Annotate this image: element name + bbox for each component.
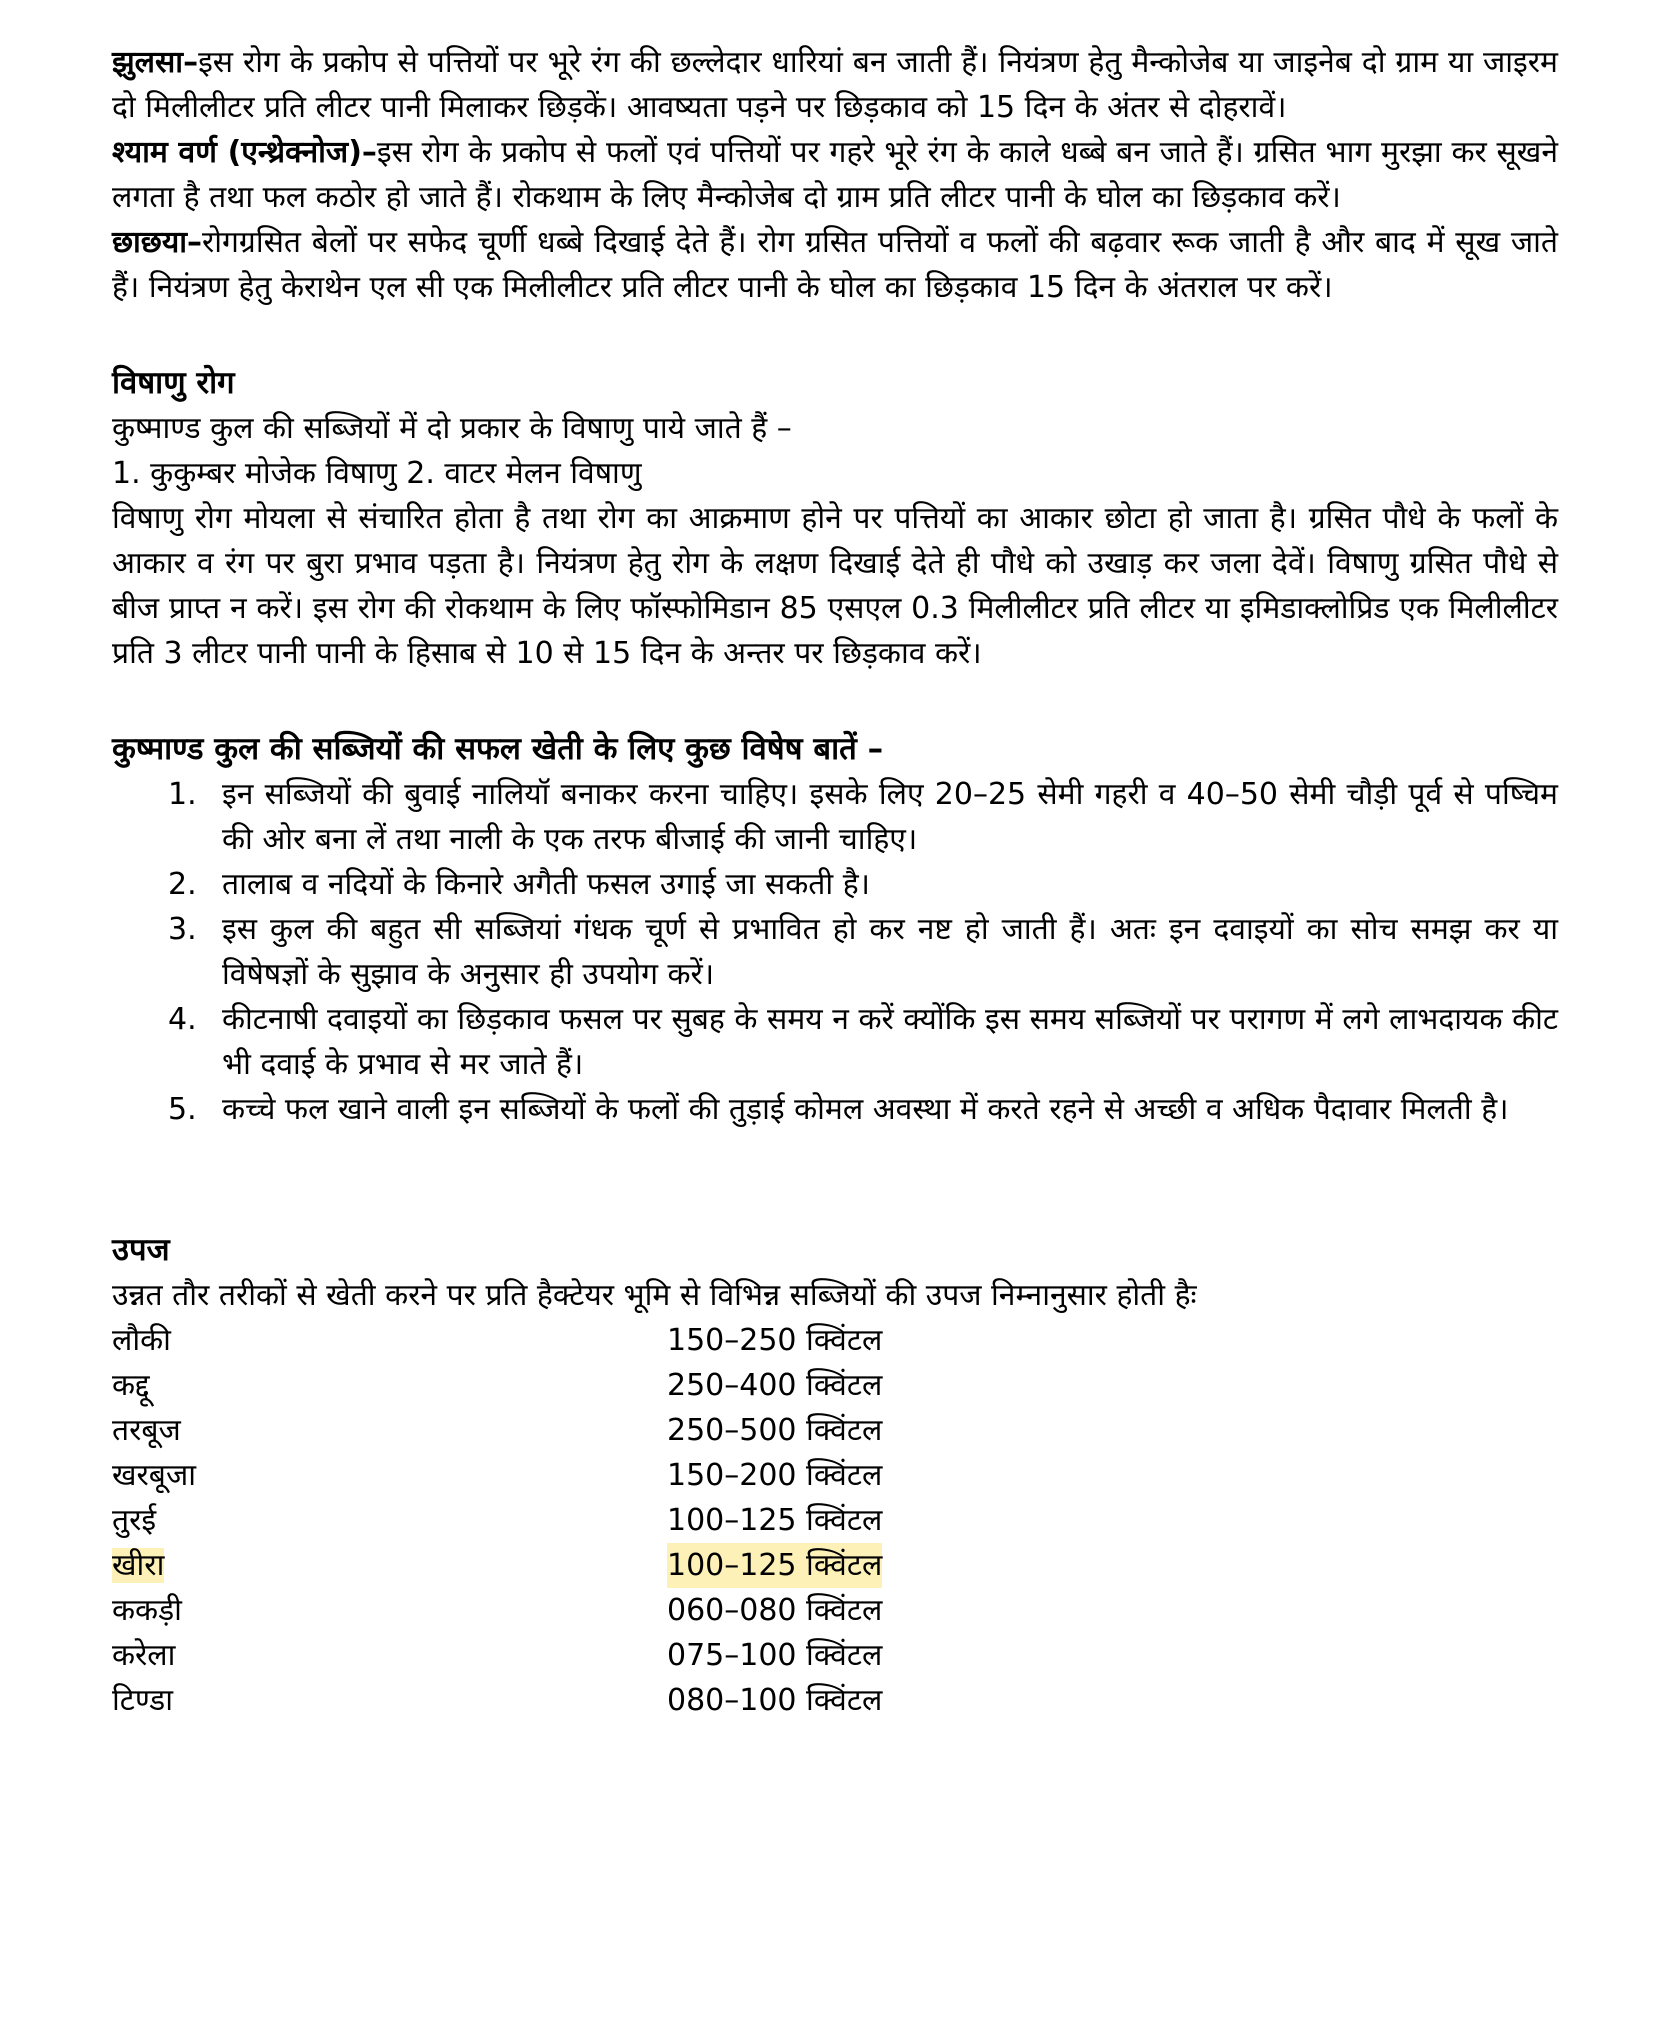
list-item-text: इन सब्जियों की बुवाई नालियॉ बनाकर करना चाहिए। इसके लिए 20–25 सेमी गहरी व 40–50 सेमी चौड़ी पूर्व से पष्चिम की ओर बना लें तथा नाली के एक तरफ बीजाई की जानी चाहिए। [222, 777, 1558, 857]
table-row [112, 1633, 1558, 1678]
list-item [112, 862, 1558, 907]
virus-types: 1. कुकुम्बर मोजेक विषाणु 2. वाटर मेलन विषाणु [112, 456, 642, 491]
crop-yield: 250–500 क्विंटल [667, 1413, 883, 1448]
crop-name: लौकी [112, 1323, 171, 1358]
list-item-number: 2. [168, 867, 197, 902]
crop-yield: 060–080 क्विंटल [667, 1593, 883, 1628]
list-item [112, 772, 1558, 862]
crop-name: कद्दू [112, 1368, 150, 1403]
table-row [112, 1453, 1558, 1498]
disease-chhachhya [112, 220, 1558, 310]
crop-yield-highlighted: 100–125 क्विंटल [667, 1543, 882, 1588]
crop-name: टिण्डा [112, 1683, 173, 1718]
section-spacer [112, 676, 1558, 726]
table-row [112, 1408, 1558, 1453]
table-row [112, 1318, 1558, 1363]
disease-anthracnose [112, 130, 1558, 220]
tips-heading: कुष्माण्ड कुल की सब्जियों की सफल खेती के लिए कुछ विषेष बातें – [112, 731, 884, 767]
crop-name: तरबूज [112, 1413, 181, 1448]
yield-intro: उन्नत तौर तरीकों से खेती करने पर प्रति हैक्टेयर भूमि से विभिन्न सब्जियों की उपज निम्नानुसार होती हैः [112, 1278, 1197, 1313]
crop-name: तुरई [112, 1503, 157, 1538]
crop-yield: 150–250 क्विंटल [667, 1323, 883, 1358]
disease-text: रोगग्रसित बेलों पर सफेद चूर्णी धब्बे दिखाई देते हैं। रोग ग्रसित पत्तियों व फलों की बढ़वार रूक जाती है और बाद में सूख जाते हैं। नियंत्रण हेतु केराथेन एल सी एक मिलीलीटर प्रति लीटर पानी के घोल का छिड़काव 15 दिन के अंतराल पर करें। [112, 225, 1558, 305]
disease-term: झुलसा– [112, 45, 199, 80]
crop-yield: 075–100 क्विंटल [667, 1638, 883, 1673]
disease-text: इस रोग के प्रकोप से फलों एवं पत्तियों पर गहरे भूरे रंग के काले धब्बे बन जाते हैं। ग्रसित भाग मुरझा कर सूखने लगता है तथा फल कठोर हो जाते हैं। रोकथाम के लिए मैन्कोजेब दो ग्राम प्रति लीटर पानी के घोल का छिड़काव करें। [112, 135, 1558, 215]
crop-name: करेला [112, 1638, 176, 1673]
crop-yield: 080–100 क्विंटल [667, 1683, 883, 1718]
yield-table [112, 1318, 1558, 1723]
virus-text: विषाणु रोग मोयला से संचारित होता है तथा रोग का आक्रमाण होने पर पत्तियों का आकार छोटा हो जाता है। ग्रसित पौधे के फलों के आकार व रंग पर बुरा प्रभाव पड़ता है। नियंत्रण हेतु रोग के लक्षण दिखाई देते ही पौधे को उखाड़ कर जला देवें। विषाणु ग्रसित पौधे से बीज प्राप्त न करें। इस रोग की रोकथाम के लिए फॉस्फोमिडान 85 एसएल 0.3 मिलीलीटर प्रति लीटर या इमिडाक्लोप्रिड एक मिलीलीटर प्रति 3 लीटर पानी पानी के हिसाब से 10 से 15 दिन के अन्तर पर छिड़काव करें। [112, 501, 1558, 671]
list-item-text: इस कुल की बहुत सी सब्जियां गंधक चूर्ण से प्रभावित हो कर नष्ट हो जाती हैं। अतः इन दवाइयों का सोच समझ कर या विषेषज्ञों के सुझाव के अनुसार ही उपयोग करें। [222, 912, 1558, 992]
document-page [112, 40, 1558, 1723]
disease-text: इस रोग के प्रकोप से पत्तियों पर भूरे रंग की छल्लेदार धारियां बन जाती हैं। नियंत्रण हेतु मैन्कोजेब या जाइनेब दो ग्राम या जाइरम दो मिलीलीटर प्रति लीटर पानी मिलाकर छिड़कें। आवष्यता पड़ने पर छिड़काव को 15 दिन के अंतर से दोहरावें। [112, 45, 1558, 125]
crop-yield: 150–200 क्विंटल [667, 1458, 883, 1493]
tips-list [112, 772, 1558, 1132]
virus-intro: कुष्माण्ड कुल की सब्जियों में दो प्रकार के विषाणु पाये जाते हैं – [112, 411, 792, 446]
list-item-number: 1. [168, 777, 197, 812]
section-spacer [112, 1132, 1558, 1227]
list-item-number: 3. [168, 912, 197, 947]
disease-jhulsa [112, 40, 1558, 130]
disease-term: छाछया– [112, 225, 202, 260]
crop-name [112, 1543, 667, 1588]
crop-yield: 100–125 क्विंटल [667, 1503, 883, 1538]
list-item-text: कच्चे फल खाने वाली इन सब्जियों के फलों की तुड़ाई कोमल अवस्था में करते रहने से अच्छी व अधिक पैदावार मिलती है। [222, 1092, 1509, 1127]
section-spacer [112, 310, 1558, 360]
yield-heading: उपज [112, 1232, 170, 1268]
list-item [112, 1087, 1558, 1132]
crop-name: खरबूजा [112, 1458, 196, 1493]
table-row-highlighted [112, 1543, 1558, 1588]
list-item [112, 997, 1558, 1087]
list-item-text: कीटनाषी दवाइयों का छिड़काव फसल पर सुबह के समय न करें क्योंकि इस समय सब्जियों पर परागण में लगे लाभदायक कीट भी दवाई के प्रभाव से मर जाते हैं। [222, 1002, 1558, 1082]
crop-name: ककड़ी [112, 1593, 182, 1628]
table-row [112, 1588, 1558, 1633]
list-item-text: तालाब व नदियों के किनारे अगैती फसल उगाई जा सकती है। [222, 867, 870, 902]
table-row [112, 1498, 1558, 1543]
list-item-number: 4. [168, 1002, 197, 1037]
crop-yield: 250–400 क्विंटल [667, 1368, 883, 1403]
table-row [112, 1678, 1558, 1723]
list-item [112, 907, 1558, 997]
virus-heading: विषाणु रोग [112, 365, 235, 401]
highlighted-text: खीरा [112, 1548, 165, 1583]
disease-term: श्याम वर्ण (एन्थ्रेक्नोज)– [112, 135, 377, 170]
list-item-number: 5. [168, 1092, 197, 1127]
table-row [112, 1363, 1558, 1408]
